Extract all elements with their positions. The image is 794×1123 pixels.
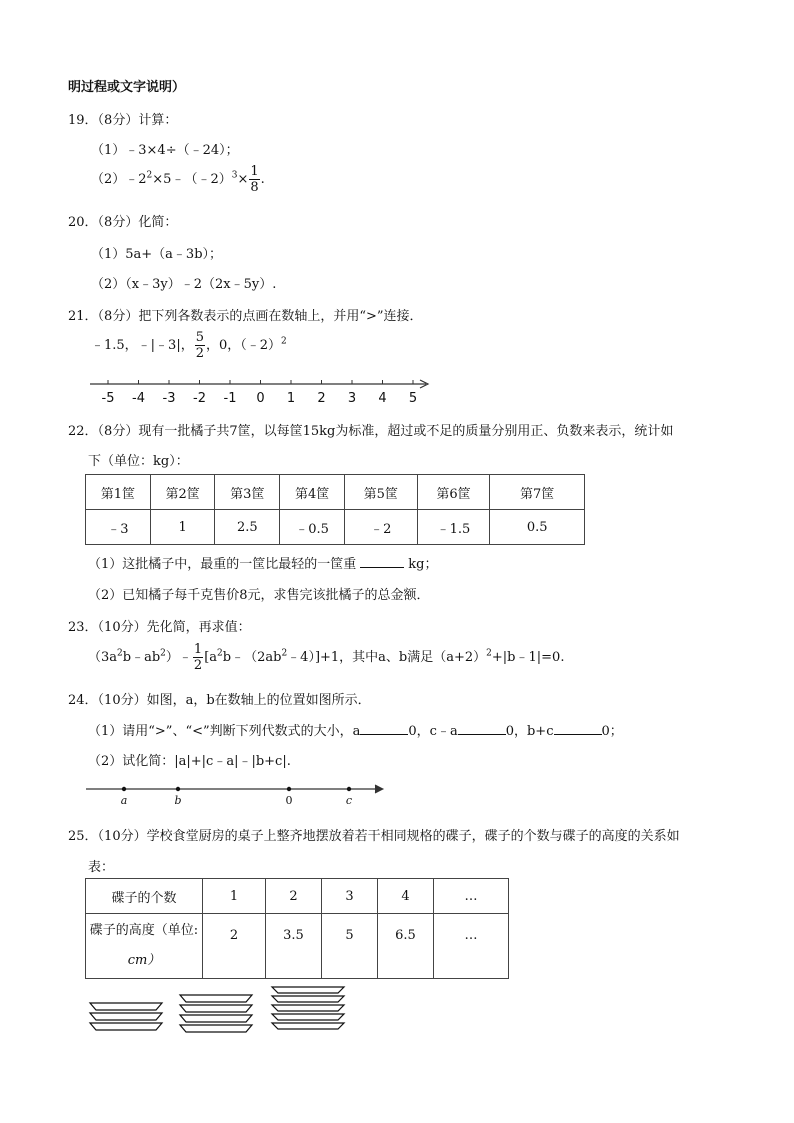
fraction-one-half: $\frac{1}{2}$ [193,642,203,673]
table-cell: 2 [266,879,322,914]
q22-title-line1: 22．（8分）现有一批橘子共7筐，以每筐15kg为标准，超过或不足的质量分别用正、负数来表示，统计如 [68,424,674,439]
table-header-cell: 第5筐 [344,475,417,510]
table-header-cell: 第6筐 [417,475,490,510]
table-cell: 3.5 [266,914,322,979]
table-cell: ﹣1.5 [417,510,490,545]
q22-part1: （1）这批橘子中，最重的一筐比最轻的一筐重 kg； [88,557,438,572]
q19-title: 19．（8分）计算： [68,113,178,128]
tick-label: 1 [286,391,296,406]
q24-part2: （2）试化简：|a|+|c﹣a|﹣|b+c|. [88,754,291,769]
plate-stack-3 [90,1003,162,1030]
q19-part2: $(2)﹣2^2\times 5﹣(﹣2)^3\times$ $\frac{1}{8}$ . [91,164,265,195]
tick-label: 5 [408,391,418,406]
q20-title: 20．（8分）化简： [68,215,178,230]
table-header-cell: 碟子的高度（单位: cm） [86,914,203,979]
q21-number-list: ﹣1.5，﹣|﹣3|， $\frac{5}{2}$ ，0，（﹣2）$^2$ [91,330,287,361]
table-header-cell: 第3筐 [215,475,280,510]
tick-label: 4 [378,391,387,406]
tick-label: 0 [256,391,265,406]
q25-table [85,878,509,979]
plate-stack-5 [272,987,344,1029]
table-header-cell: 第4筐 [280,475,345,510]
answer-blank[interactable] [360,567,404,568]
table-row [86,914,509,979]
answer-blank[interactable] [554,734,602,735]
table-header-cell: 碟子的个数 [86,879,203,914]
axis-point [176,787,180,791]
point-label: c [345,794,353,807]
axis-point [287,787,291,791]
table-header-cell: 第1筐 [86,475,151,510]
q22-table [85,474,585,545]
table-cell: 2 [203,914,266,979]
table-cell: 4 [378,879,434,914]
point-label: 0 [285,794,293,807]
tick-label: -3 [162,391,176,406]
q22-part2: （2）已知橘子每千克售价8元，求售完该批橘子的总金额． [88,588,430,603]
q24-title: 24．（10分）如图，a，b在数轴上的位置如图所示． [68,693,371,708]
tick-label: -2 [193,391,206,406]
tick-label: 3 [347,391,357,406]
table-row [86,879,509,914]
arrow-icon [375,785,383,793]
tick-label: -4 [132,391,145,406]
table-cell: 0.5 [490,510,585,545]
table-header-cell: 第2筐 [150,475,215,510]
plate-stack-4 [180,995,252,1032]
axis-point [347,787,351,791]
table-cell: 3 [322,879,378,914]
table-cell: ﹣3 [86,510,151,545]
table-row [86,475,585,510]
table-row [86,510,585,545]
tick-label: -1 [223,391,237,406]
table-cell: 2.5 [215,510,280,545]
tick-label: -5 [101,391,115,406]
q20-part1: （1）5a+（a﹣3b）； [91,247,223,262]
answer-blank[interactable] [360,734,408,735]
table-cell: ﹣0.5 [280,510,345,545]
q25-title-line2: 表： [88,860,115,875]
q20-part2: （2）（x﹣3y）﹣2（2x﹣5y）. [91,277,277,292]
table-cell: 6.5 [378,914,434,979]
q21-number-line [80,372,440,406]
table-header-cell: 第7筐 [490,475,585,510]
axis-point [122,787,126,791]
table-cell: 1 [203,879,266,914]
answer-blank[interactable] [458,734,506,735]
q23-expression: $(3a^2b﹣ab^2)﹣$ $\frac{1}{2}$ $[a^2b﹣(2ab^2﹣4)]+1$，其中a、b满足$(a+2)^2+|b﹣1|=0$. [88,642,565,673]
table-cell: ﹣2 [344,510,417,545]
table-cell: … [434,879,509,914]
q23-title: 23．（10分）先化简，再求值： [68,620,251,635]
table-cell: 5 [322,914,378,979]
plate-stacks-illustration [88,985,358,1035]
q25-title-line1: 25．（10分）学校食堂厨房的桌子上整齐地摆放着若干相同规格的碟子，碟子的个数与碟子的高度的关系如 [68,829,680,844]
tick-label: 2 [317,391,326,406]
q21-title: 21．（8分）把下列各数表示的点画在数轴上，并用“>”连接． [68,309,423,324]
point-label: b [174,794,182,807]
fraction-five-halves: $\frac{5}{2}$ [195,330,204,361]
section-header: 明过程或文字说明） [68,80,186,95]
point-label: a [120,794,128,807]
table-cell: 1 [150,510,215,545]
q24-part1: （1）请用“>”、“<”判断下列代数式的大小，a 0，c﹣a 0，b+c 0； [88,724,623,739]
q22-title-line2: 下（单位：kg）： [88,454,189,469]
fraction-one-eighth: $\frac{1}{8}$ [250,164,259,195]
table-cell: … [434,914,509,979]
q24-number-line [84,780,394,810]
q19-part1: （1）﹣3×4÷（﹣24）； [91,143,239,158]
